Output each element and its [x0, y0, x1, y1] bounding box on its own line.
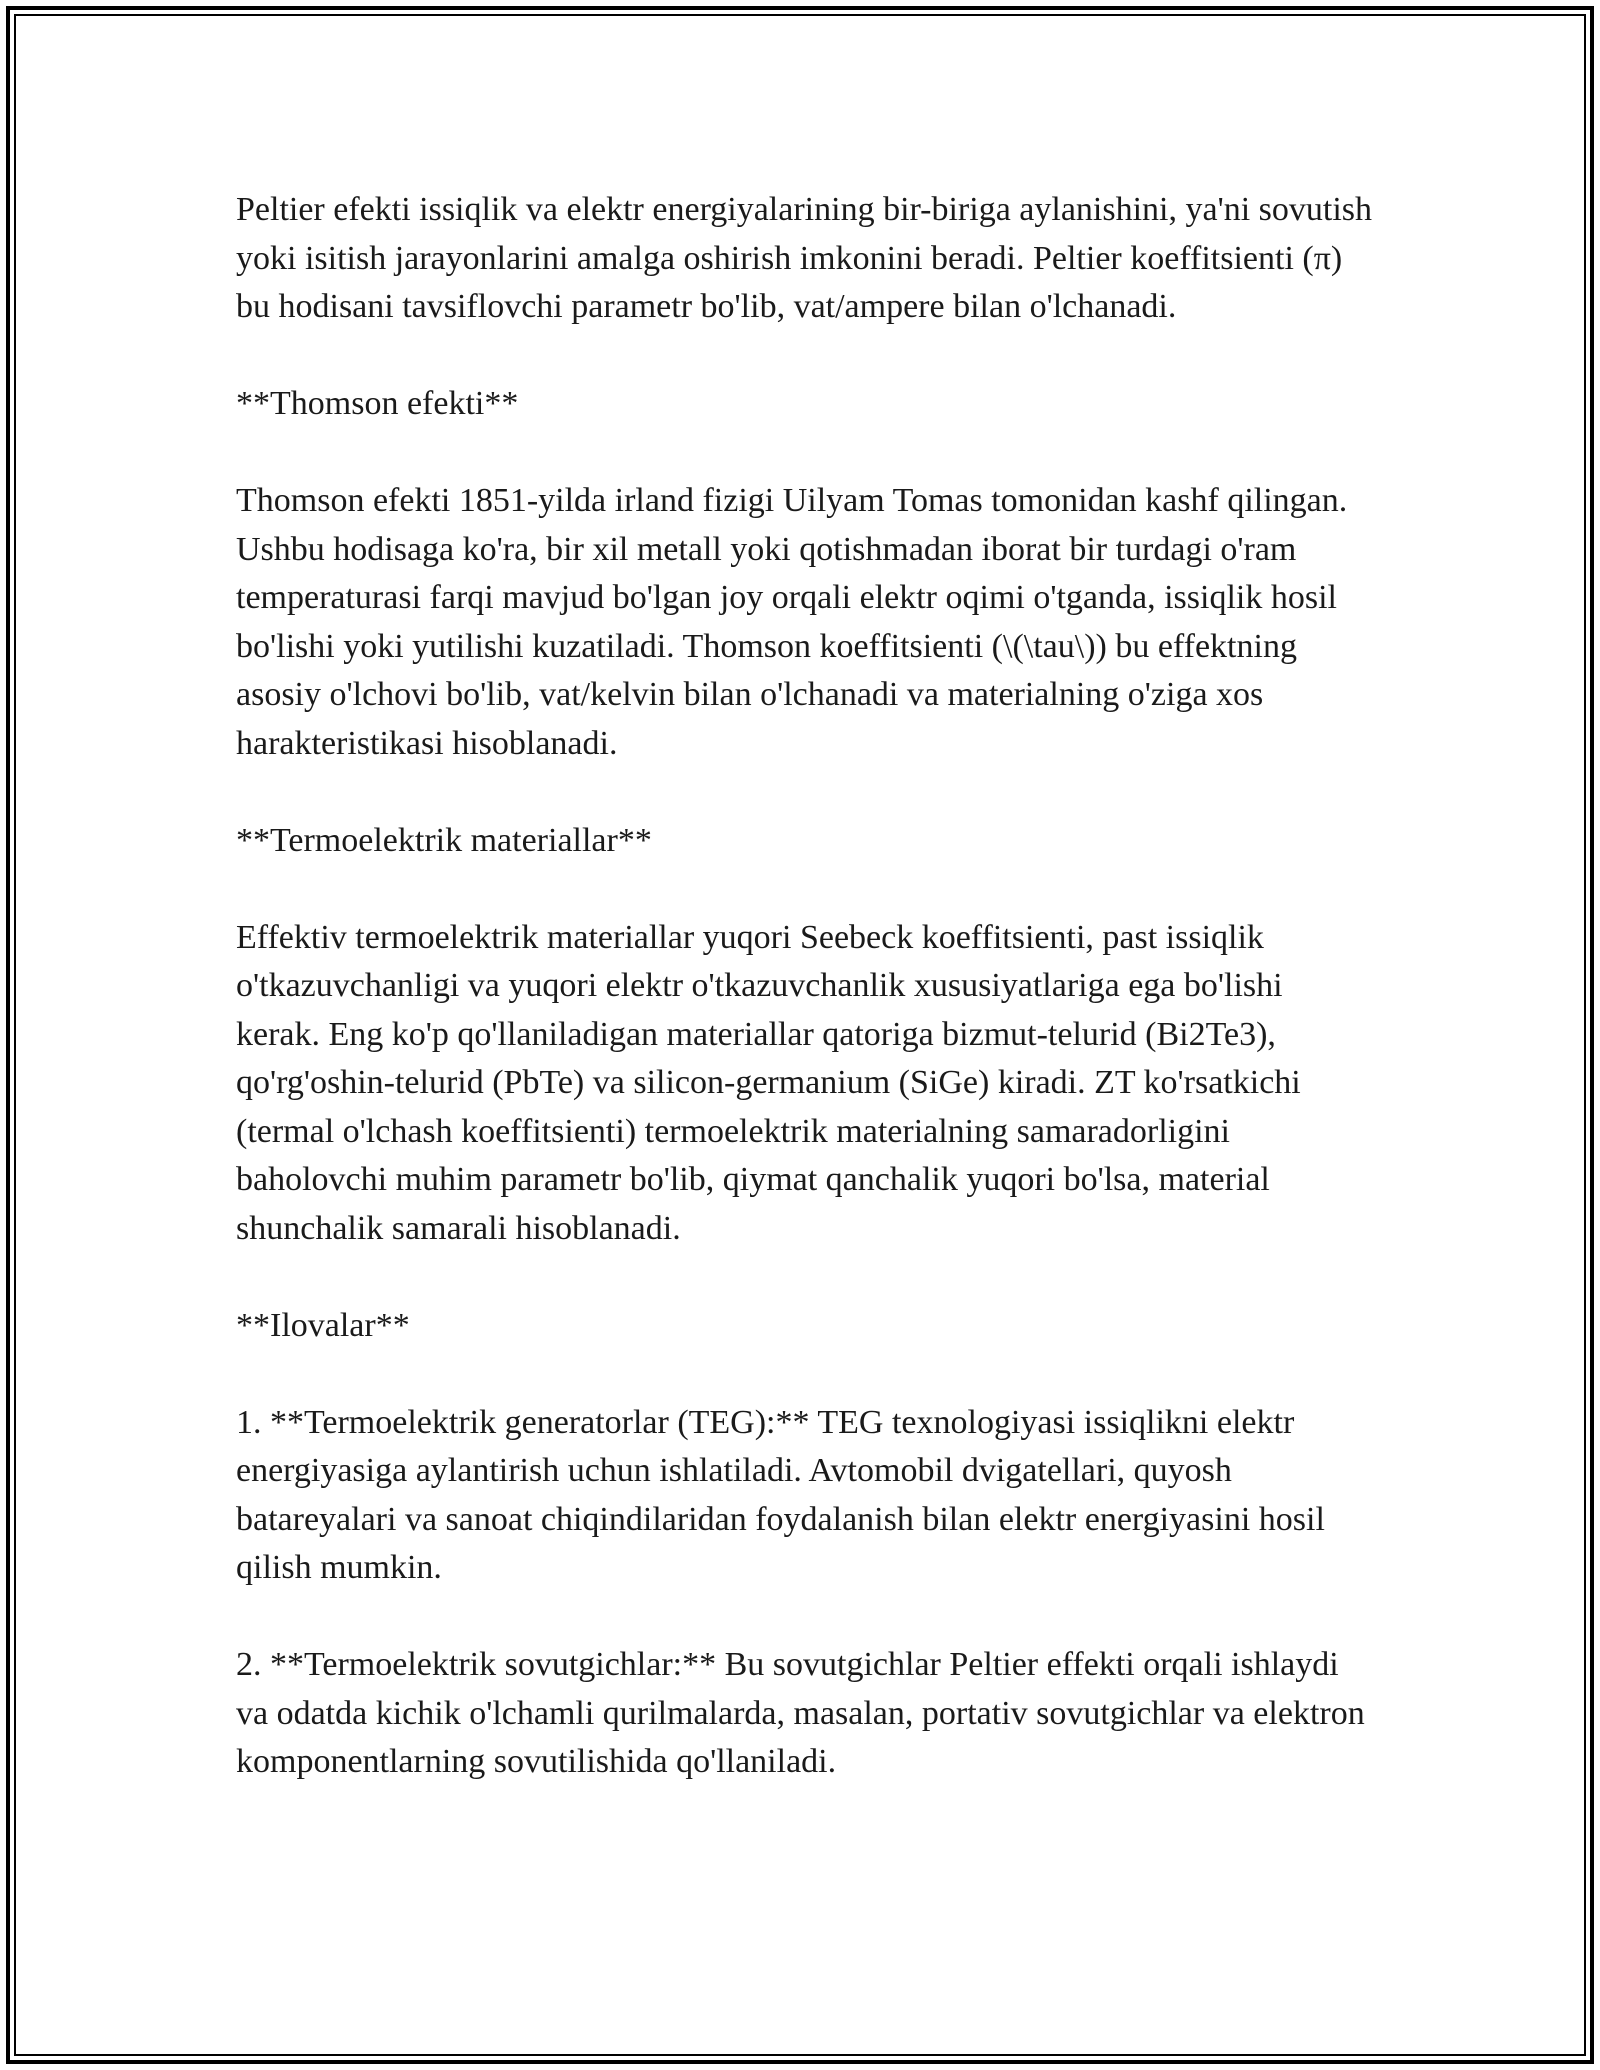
- list-item-coolers: 2. **Termoelektrik sovutgichlar:** Bu sovutgichlar Peltier effekti orqali ishlaydi va odatda kichik o'lchamli qurilmalarda, masalan, portativ sovutgichlar va elektron komponentlarning sovutilishida qo'llaniladi.: [236, 1646, 1365, 1780]
- paragraph-thomson-effect: Thomson efekti 1851-yilda irland fizigi Uilyam Tomas tomonidan kashf qilingan. Ushbu hodisaga ko'ra, bir xil metall yoki qotishmadan iborat bir turdagi o'ram temperaturasi farqi mavjud bo'lgan joy orqali elektr oqimi o'tganda, issiqlik hosil bo'lishi yoki yutilishi kuzatiladi. Thomson koeffitsienti (\(\tau\)) bu effektning asosiy o'lchovi bo'lib, vat/kelvin bilan o'lchanadi va materialning o'ziga xos harakteristikasi hisoblanadi.: [236, 482, 1348, 762]
- heading-thomson-effect: **Thomson efekti**: [236, 385, 519, 422]
- document-body: [236, 186, 1372, 1835]
- paragraph-peltier-intro: Peltier efekti issiqlik va elektr energiyalarining bir-biriga aylanishini, ya'ni sovutish yoki isitish jarayonlarini amalga oshirish imkonini beradi. Peltier koeffitsienti (π) bu hodisani tavsiflovchi parametr bo'lib, vat/ampere bilan o'lchanadi.: [236, 191, 1372, 325]
- heading-applications: **Ilovalar**: [236, 1306, 410, 1344]
- list-item-teg: 1. **Termoelektrik generatorlar (TEG):** TEG texnologiyasi issiqlikni elektr energiyasiga aylantirish uchun ishlatiladi. Avtomobil dvigatellari, quyosh batareyalari va sanoat chiqindilaridan foydalanish bilan elektr energiyasini hosil qilish mumkin.: [236, 1403, 1325, 1586]
- paragraph-thermoelectric-materials: Effektiv termoelektrik materiallar yuqori Seebeck koeffitsienti, past issiqlik o'tkazuvchanligi va yuqori elektr o'tkazuvchanlik xususiyatlariga ega bo'lishi kerak. Eng ko'p qo'llaniladigan materiallar qatoriga bizmut-telurid (Bi2Te3), qo'rg'oshin-telurid (PbTe) va silicon-germanium (SiGe) kiradi. ZT ko'rsatkichi (termal o'lchash koeffitsienti) termoelektrik materialning samaradorligini baholovchi muhim parametr bo'lib, qiymat qanchalik yuqori bo'lsa, material shunchalik samarali hisoblanadi.: [236, 918, 1301, 1247]
- heading-thermoelectric-materials: **Termoelektrik materiallar**: [236, 821, 652, 859]
